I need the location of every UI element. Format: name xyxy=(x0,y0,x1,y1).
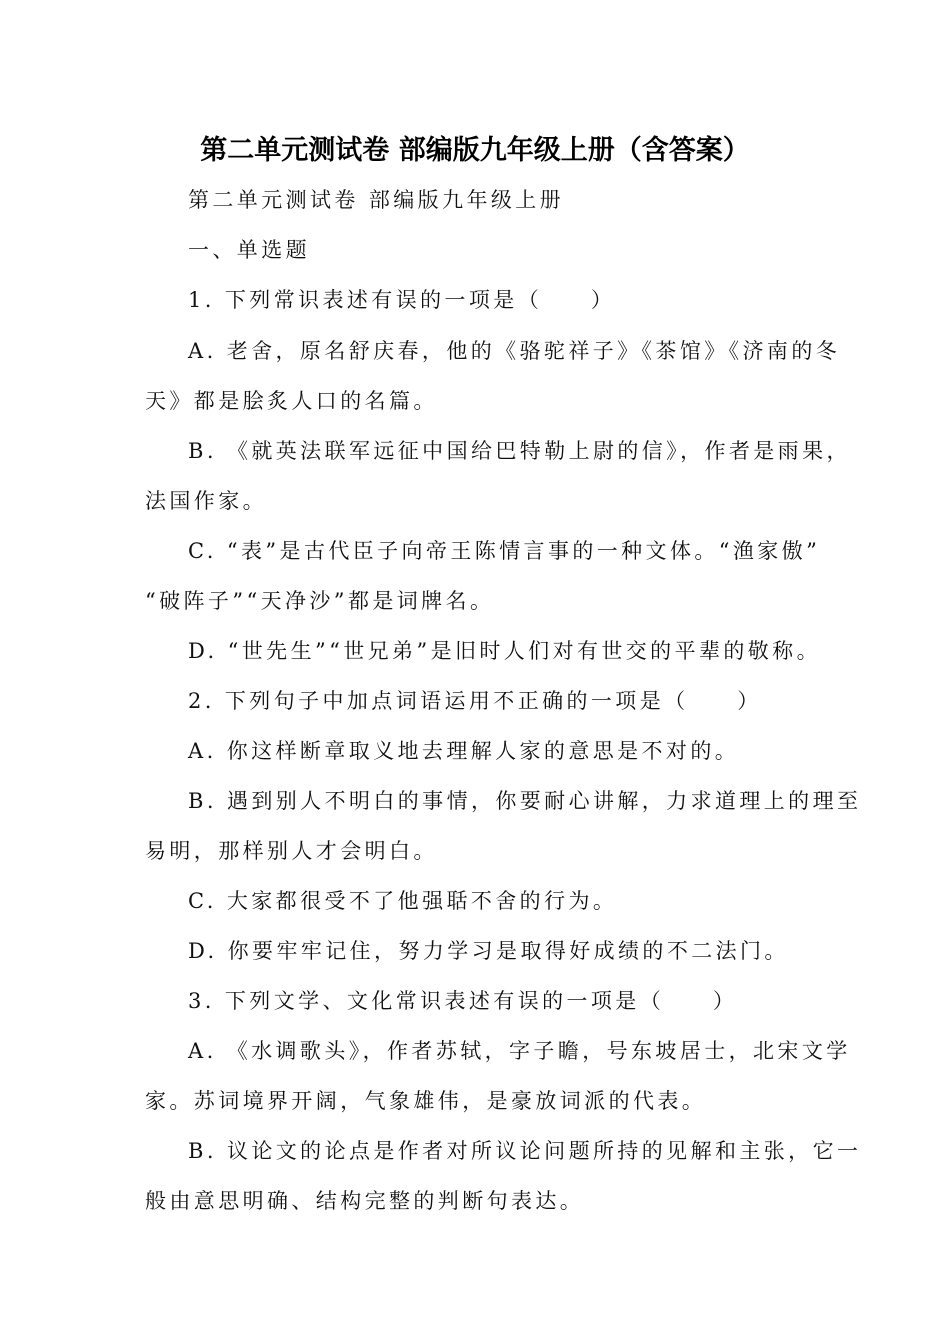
question-2-option-d: D. 你要牢牢记住，努力学习是取得好成绩的不二法门。 xyxy=(188,939,789,963)
question-3-option-a: A. 《水调歌头》，作者苏轼，字子瞻，号东坡居士，北宋文学 xyxy=(188,1039,851,1063)
question-1-stem: 1. 下列常识表述有误的一项是（ ） xyxy=(188,288,616,312)
question-3-option-b-cont: 般由意思明确、结构完整的判断句表达。 xyxy=(145,1189,585,1213)
question-1-option-d: D. “世先生”“世兄弟”是旧时人们对有世交的平辈的敬称。 xyxy=(188,639,821,663)
question-1-option-c: C. “表”是古代臣子向帝王陈情言事的一种文体。“渔家傲” xyxy=(188,539,821,563)
question-1-option-b: B. 《就英法联军远征中国给巴特勒上尉的信》，作者是雨果， xyxy=(188,439,851,463)
question-2-option-a: A. 你这样断章取义地去理解人家的意思是不对的。 xyxy=(188,739,740,763)
section-heading: 一、单选题 xyxy=(188,238,310,262)
question-1-option-c-cont: “破阵子”“天净沙”都是词牌名。 xyxy=(145,589,495,613)
question-1-option-a-cont: 天》都是脍炙人口的名篇。 xyxy=(145,389,438,413)
question-2-stem: 2. 下列句子中加点词语运用不正确的一项是（ ） xyxy=(188,689,762,713)
question-2-option-b: B. 遇到别人不明白的事情，你要耐心讲解，力求道理上的理至 xyxy=(188,789,862,813)
question-1-option-b-cont: 法国作家。 xyxy=(145,489,267,513)
question-2-option-b-cont: 易明，那样别人才会明白。 xyxy=(145,839,438,863)
document-title: 第二单元测试卷 部编版九年级上册（含答案） xyxy=(200,135,750,166)
question-3-stem: 3. 下列文学、文化常识表述有误的一项是（ ） xyxy=(188,989,738,1013)
question-3-option-a-cont: 家。苏词境界开阔，气象雄伟，是豪放词派的代表。 xyxy=(145,1089,707,1113)
question-2-option-c: C. 大家都很受不了他强聒不舍的行为。 xyxy=(188,889,618,913)
question-1-option-a: A. 老舍，原名舒庆春，他的《骆驼祥子》《茶馆》《济南的冬 xyxy=(188,339,841,363)
document-subtitle: 第二单元测试卷 部编版九年级上册 xyxy=(188,188,565,212)
question-3-option-b: B. 议论文的论点是作者对所议论问题所持的见解和主张，它一 xyxy=(188,1139,862,1163)
